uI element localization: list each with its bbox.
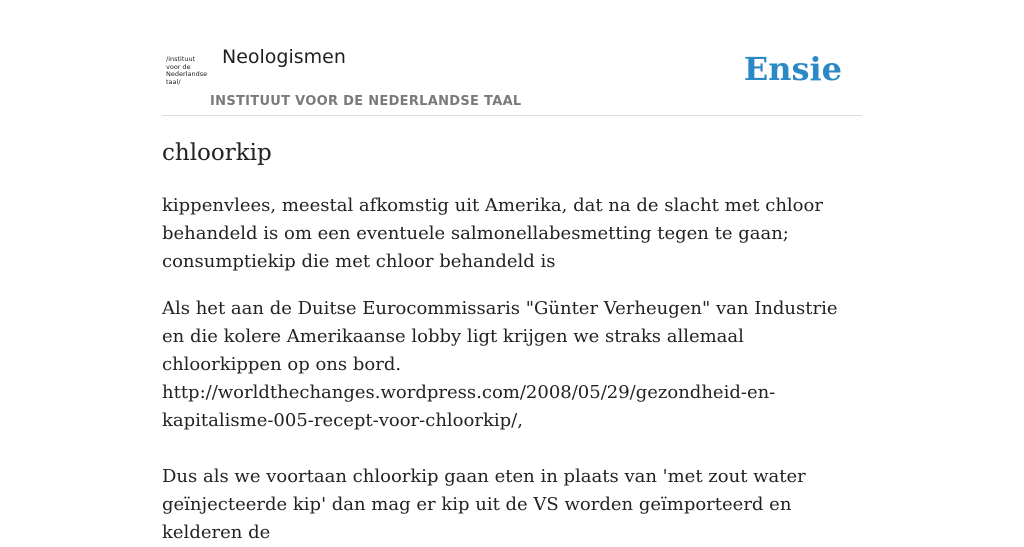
brand-name[interactable]: Neologismen xyxy=(222,46,346,68)
example-quote-1: Als het aan de Duitse Eurocommissaris "Günter Verheugen" van Industrie en die kolere Amerikaanse lobby ligt krijgen we straks allemaal chloorkippen op ons bord. xyxy=(162,298,838,375)
header xyxy=(162,40,862,116)
entry-example xyxy=(162,295,862,547)
brand-subtitle: INSTITUUT VOOR DE NEDERLANDSE TAAL xyxy=(210,94,522,109)
entry-definition: kippenvlees, meestal afkomstig uit Amerika, dat na de slacht met chloor behandeld is om een eventuele salmonellabesmetting tegen te gaan; consumptiekip die met chloor behandeld is xyxy=(162,195,823,272)
example-quote-2: Dus als we voortaan chloorkip gaan eten in plaats van 'met zout water geïnjecteerde kip' dan mag er kip uit de VS worden geïmporteerd en kelderen de xyxy=(162,466,806,543)
example-source-link[interactable]: http://worldthechanges.wordpress.com/2008/05/29/gezondheid-en-kapitalisme-005-recept-voor-chloorkip/, xyxy=(162,382,776,431)
entry-title: chloorkip xyxy=(162,140,272,166)
paragraph-gap xyxy=(162,435,862,463)
site-logo[interactable]: Ensie xyxy=(743,50,842,88)
institute-logo[interactable]: /instituut voor de Nederlandse taal/ xyxy=(166,55,208,86)
